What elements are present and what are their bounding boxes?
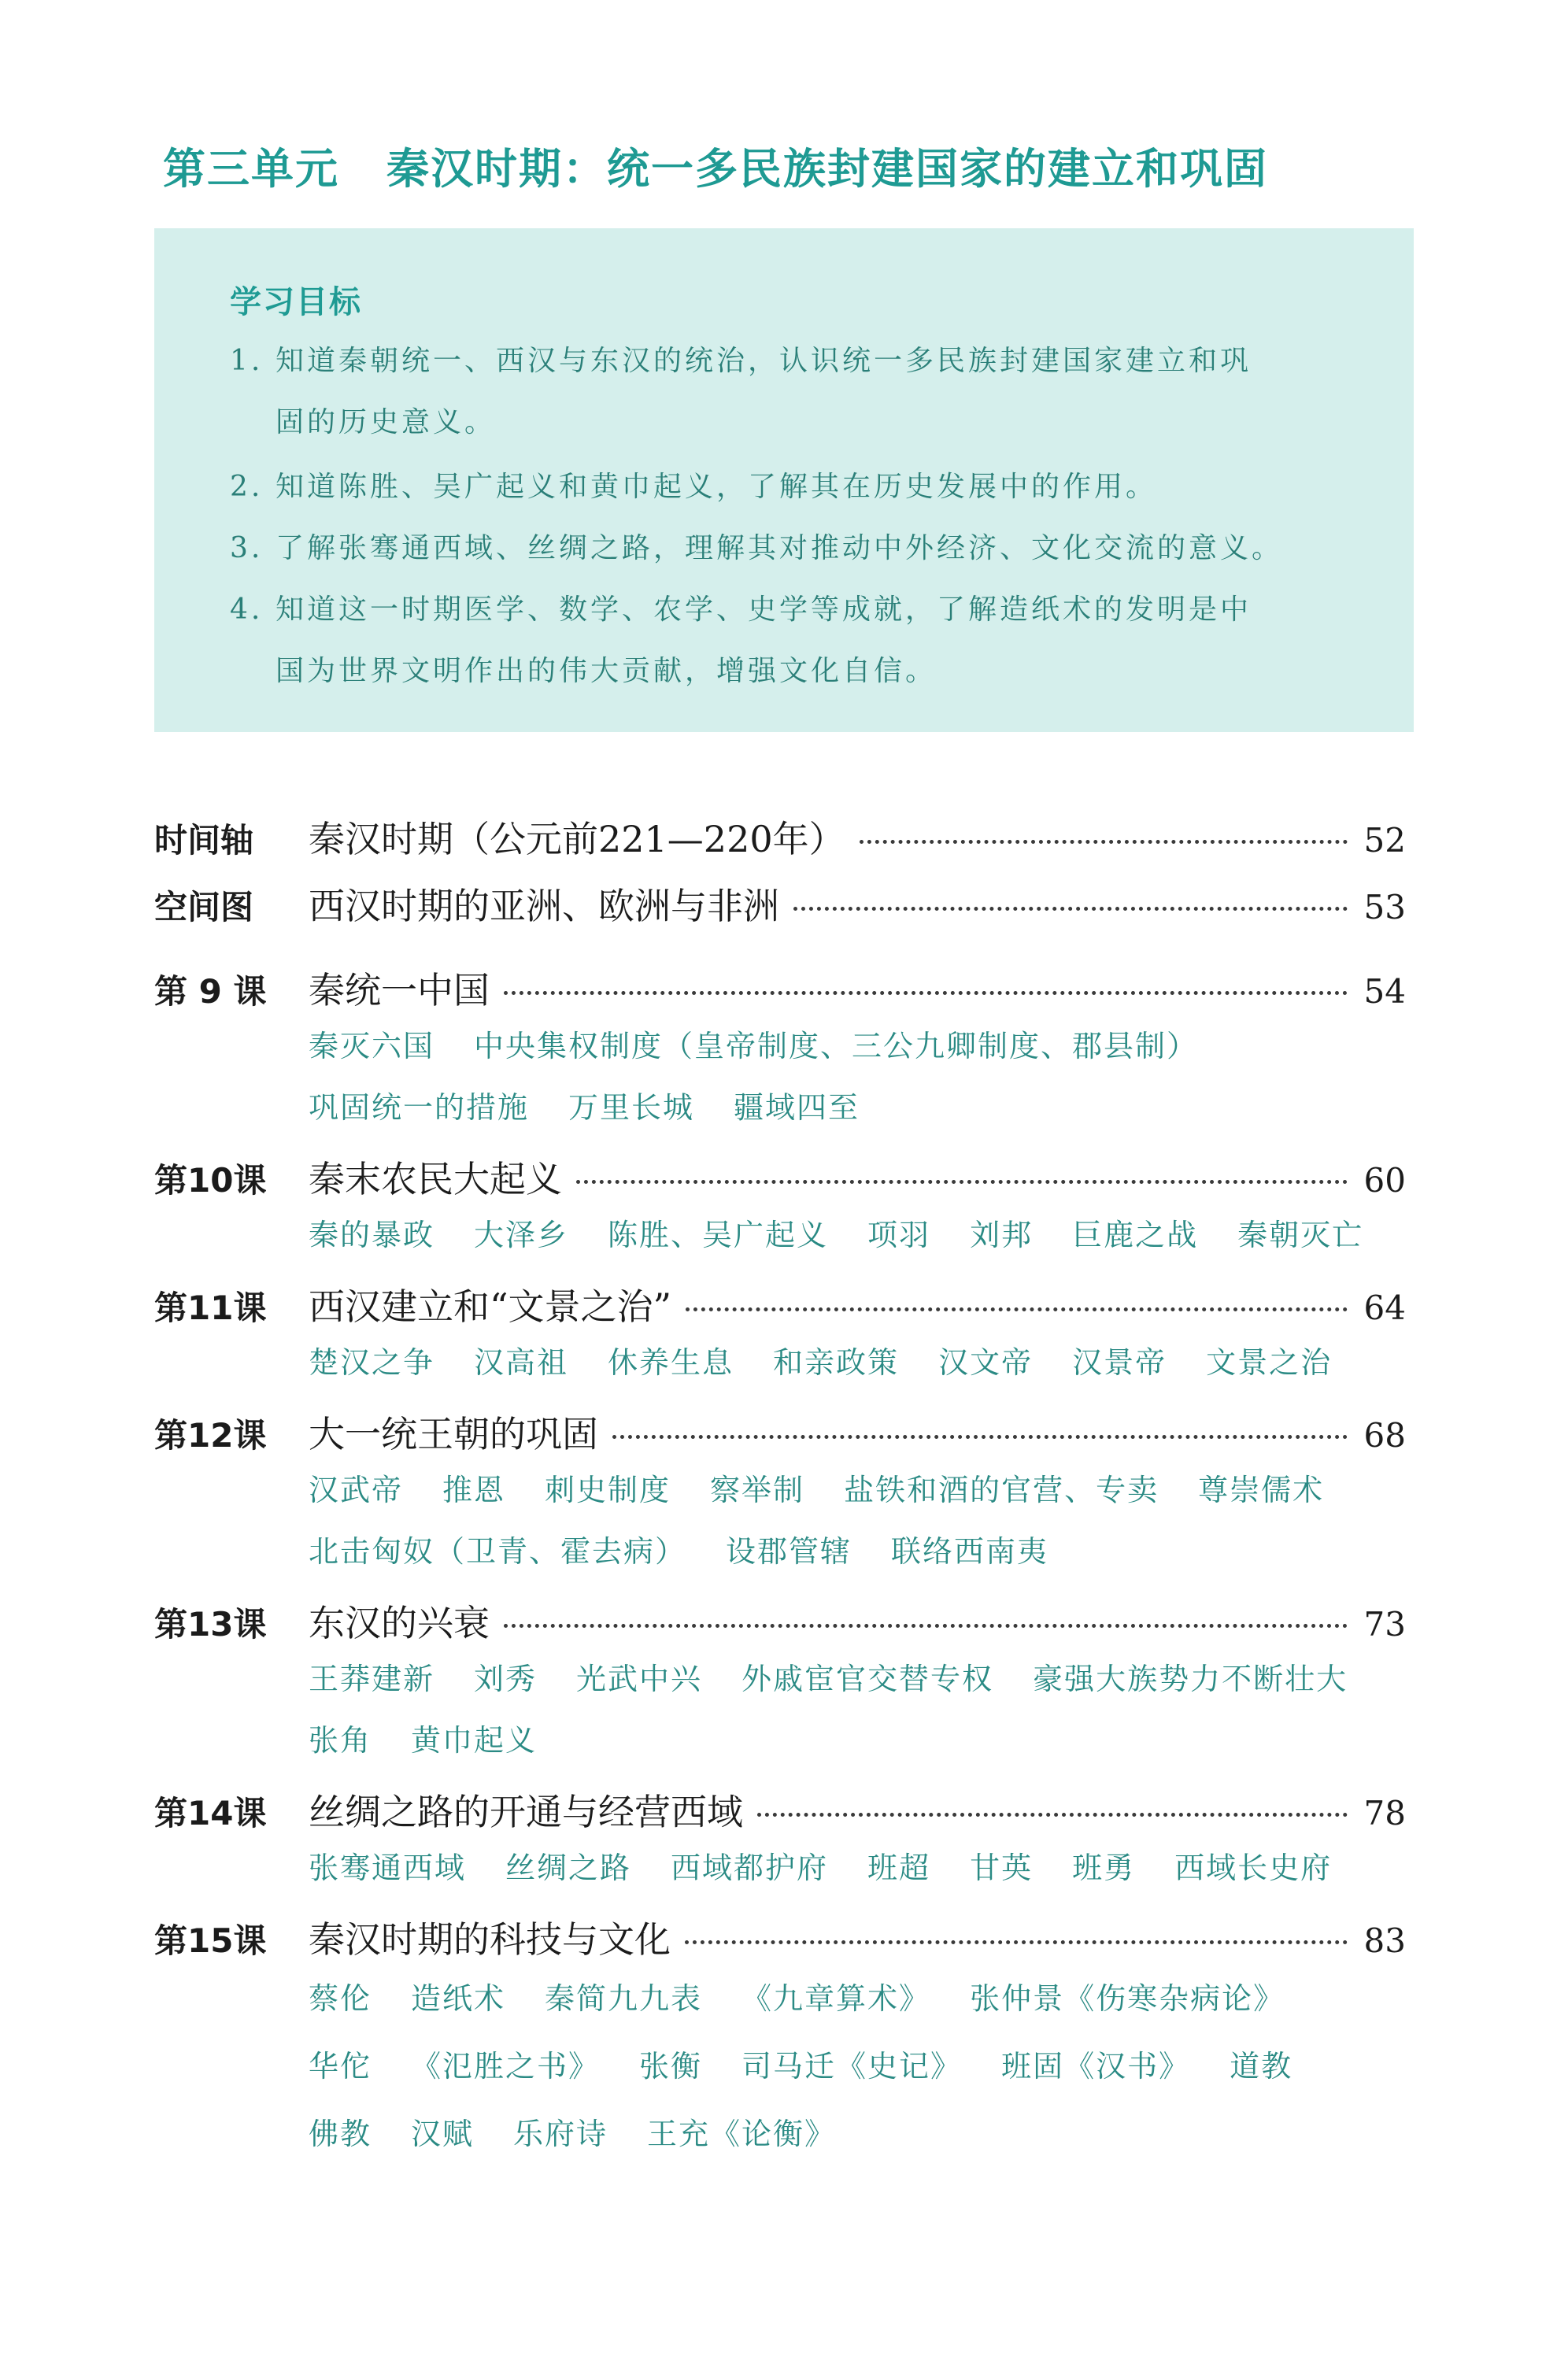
learning-goals-box <box>154 228 1414 732</box>
topic: 尊崇儒术 <box>1198 1473 1325 1507</box>
toc-entry-lesson-9[interactable] <box>154 962 1406 1012</box>
topic: 造纸术 <box>411 1981 506 2016</box>
toc-title: 秦汉时期的科技与文化 <box>309 1918 671 1961</box>
unit-heading: 秦汉时期：统一多民族封建国家的建立和巩固 <box>386 144 1268 194</box>
topic: 秦朝灭亡 <box>1237 1218 1364 1252</box>
goals-title: 学习目标 <box>230 284 362 320</box>
goal-number: 2. <box>230 471 264 503</box>
topic: 张骞通西域 <box>309 1851 467 1885</box>
topic: 楚汉之争 <box>309 1345 435 1380</box>
topic: 华佗 <box>309 2049 372 2084</box>
topic: 秦灭六国 <box>309 1029 435 1063</box>
toc-entry-lesson-11[interactable] <box>154 1278 1406 1329</box>
topic: 秦简九九表 <box>545 1981 703 2016</box>
goal-text: 知道这一时期医学、数学、农学、史学等成就，了解造纸术的发明是中 <box>276 594 1252 626</box>
goal-text: 知道秦朝统一、西汉与东汉的统治，认识统一多民族封建国家建立和巩 <box>276 345 1252 377</box>
dot-leader <box>576 1180 1348 1184</box>
dot-leader <box>504 991 1348 995</box>
lesson-topics <box>309 1648 1411 1771</box>
goal-item <box>230 518 1371 579</box>
dot-leader <box>757 1813 1348 1817</box>
toc-title: 大一统王朝的巩固 <box>309 1413 598 1455</box>
topic: 道教 <box>1230 2049 1293 2084</box>
toc-page-number: 64 <box>1363 1289 1406 1327</box>
topic: 班固《汉书》 <box>1001 2049 1191 2084</box>
toc-page-number: 54 <box>1363 972 1406 1011</box>
toc-entry-lesson-12[interactable] <box>154 1406 1406 1456</box>
topic: 汉赋 <box>411 2117 475 2151</box>
topic: 汉文帝 <box>938 1345 1034 1380</box>
goal-number: 4. <box>230 594 264 626</box>
goal-item <box>230 331 1371 453</box>
dot-leader <box>686 1307 1348 1311</box>
toc-entry-map[interactable] <box>154 878 1406 928</box>
toc-tag: 第14课 <box>154 1794 267 1832</box>
topic: 万里长城 <box>568 1090 695 1125</box>
topic: 设郡管辖 <box>726 1534 852 1569</box>
toc-title: 秦统一中国 <box>309 969 490 1011</box>
lesson-topics <box>309 1459 1411 1582</box>
topic: 《氾胜之书》 <box>411 2049 601 2084</box>
goal-item <box>230 457 1371 518</box>
toc-tag: 第15课 <box>154 1921 267 1960</box>
goal-item <box>230 579 1371 702</box>
toc-entry-lesson-13[interactable] <box>154 1595 1406 1645</box>
topic: 《九章算术》 <box>741 1981 931 2016</box>
topic: 刘秀 <box>474 1662 538 1696</box>
lesson-topics <box>309 1015 1411 1138</box>
topic: 陈胜、吴广起义 <box>608 1218 829 1252</box>
topic: 汉景帝 <box>1072 1345 1167 1380</box>
toc-entry-timeline[interactable] <box>154 811 1406 861</box>
toc-page-number: 68 <box>1363 1416 1406 1455</box>
goal-text: 知道陈胜、吴广起义和黄巾起义，了解其在历史发展中的作用。 <box>276 471 1158 503</box>
toc-title: 西汉时期的亚洲、欧洲与非洲 <box>309 885 779 927</box>
topic: 联络西南夷 <box>891 1534 1049 1569</box>
lesson-topics <box>309 1965 1411 2168</box>
topic: 豪强大族势力不断壮大 <box>1033 1662 1348 1696</box>
topic: 乐府诗 <box>513 2117 608 2151</box>
topic: 盐铁和酒的官营、专卖 <box>844 1473 1159 1507</box>
dot-leader <box>860 840 1348 844</box>
topic: 张衡 <box>639 2049 703 2084</box>
topic: 刘邦 <box>970 1218 1034 1252</box>
topic: 西域都护府 <box>671 1851 829 1885</box>
topic: 察举制 <box>710 1473 805 1507</box>
dot-leader <box>612 1435 1348 1439</box>
topic: 张角 <box>309 1723 372 1758</box>
topic: 王充《论衡》 <box>647 2117 837 2151</box>
toc-entry-lesson-10[interactable] <box>154 1151 1406 1201</box>
topic: 巩固统一的措施 <box>309 1090 530 1125</box>
toc-title: 西汉建立和“文景之治” <box>309 1285 672 1328</box>
lesson-topics <box>309 1837 1411 1899</box>
lesson-topics <box>309 1204 1411 1266</box>
topic: 秦的暴政 <box>309 1218 435 1252</box>
topic: 疆域四至 <box>734 1090 860 1125</box>
topic: 休养生息 <box>608 1345 734 1380</box>
topic: 和亲政策 <box>773 1345 900 1380</box>
topic: 班超 <box>867 1851 931 1885</box>
topic: 丝绸之路 <box>505 1851 632 1885</box>
topic: 外戚宦官交替专权 <box>741 1662 994 1696</box>
toc-tag: 第12课 <box>154 1416 267 1455</box>
goal-number: 1. <box>230 345 264 377</box>
unit-label: 第三单元 <box>163 144 339 194</box>
toc-tag: 空间图 <box>154 888 254 926</box>
topic: 光武中兴 <box>576 1662 703 1696</box>
topic: 汉武帝 <box>309 1473 404 1507</box>
topic: 刺史制度 <box>545 1473 671 1507</box>
topic: 大泽乡 <box>474 1218 569 1252</box>
topic: 中央集权制度（皇帝制度、三公九卿制度、郡县制） <box>474 1029 1199 1063</box>
topic: 佛教 <box>309 2117 372 2151</box>
dot-leader <box>793 907 1348 911</box>
toc-title: 秦末农民大起义 <box>309 1158 562 1200</box>
toc-tag: 第11课 <box>154 1289 267 1327</box>
topic: 蔡伦 <box>309 1981 372 2016</box>
toc-page-number: 73 <box>1363 1605 1406 1644</box>
goal-number: 3. <box>230 532 264 564</box>
toc-tag: 时间轴 <box>154 821 254 860</box>
topic: 文景之治 <box>1206 1345 1333 1380</box>
toc-title: 丝绸之路的开通与经营西域 <box>309 1791 743 1833</box>
toc-page-number: 60 <box>1363 1161 1406 1200</box>
topic: 巨鹿之战 <box>1072 1218 1199 1252</box>
topic: 推恩 <box>442 1473 506 1507</box>
dot-leader <box>685 1940 1348 1944</box>
topic: 西域长史府 <box>1174 1851 1333 1885</box>
lesson-topics <box>309 1332 1411 1393</box>
toc-page-number: 83 <box>1363 1921 1406 1960</box>
topic: 张仲景《伤寒杂病论》 <box>970 1981 1285 2016</box>
toc-tag: 第 9 课 <box>154 972 267 1011</box>
topic: 甘英 <box>970 1851 1034 1885</box>
topic: 黄巾起义 <box>411 1723 538 1758</box>
dot-leader <box>504 1624 1348 1628</box>
toc-entry-lesson-15[interactable] <box>154 1911 1406 1962</box>
goal-text: 了解张骞通西域、丝绸之路，理解其对推动中外经济、文化交流的意义。 <box>276 532 1284 564</box>
toc-page-number: 52 <box>1363 821 1406 860</box>
toc-page-number: 78 <box>1363 1794 1406 1832</box>
goal-text-cont: 国为世界文明作出的伟大贡献，增强文化自信。 <box>276 655 937 687</box>
topic: 司马迁《史记》 <box>741 2049 963 2084</box>
topic: 班勇 <box>1072 1851 1136 1885</box>
goal-text-cont: 固的历史意义。 <box>276 406 497 438</box>
toc-tag: 第10课 <box>154 1161 267 1200</box>
toc-tag: 第13课 <box>154 1605 267 1644</box>
topic: 王莽建新 <box>309 1662 435 1696</box>
topic: 北击匈奴（卫青、霍去病） <box>309 1534 687 1569</box>
toc-title: 秦汉时期（公元前221—220年） <box>309 818 845 860</box>
topic: 汉高祖 <box>474 1345 569 1380</box>
toc-page-number: 53 <box>1363 888 1406 926</box>
toc-entry-lesson-14[interactable] <box>154 1784 1406 1834</box>
toc-title: 东汉的兴衰 <box>309 1602 490 1644</box>
unit-title <box>163 135 1268 196</box>
topic: 项羽 <box>867 1218 931 1252</box>
